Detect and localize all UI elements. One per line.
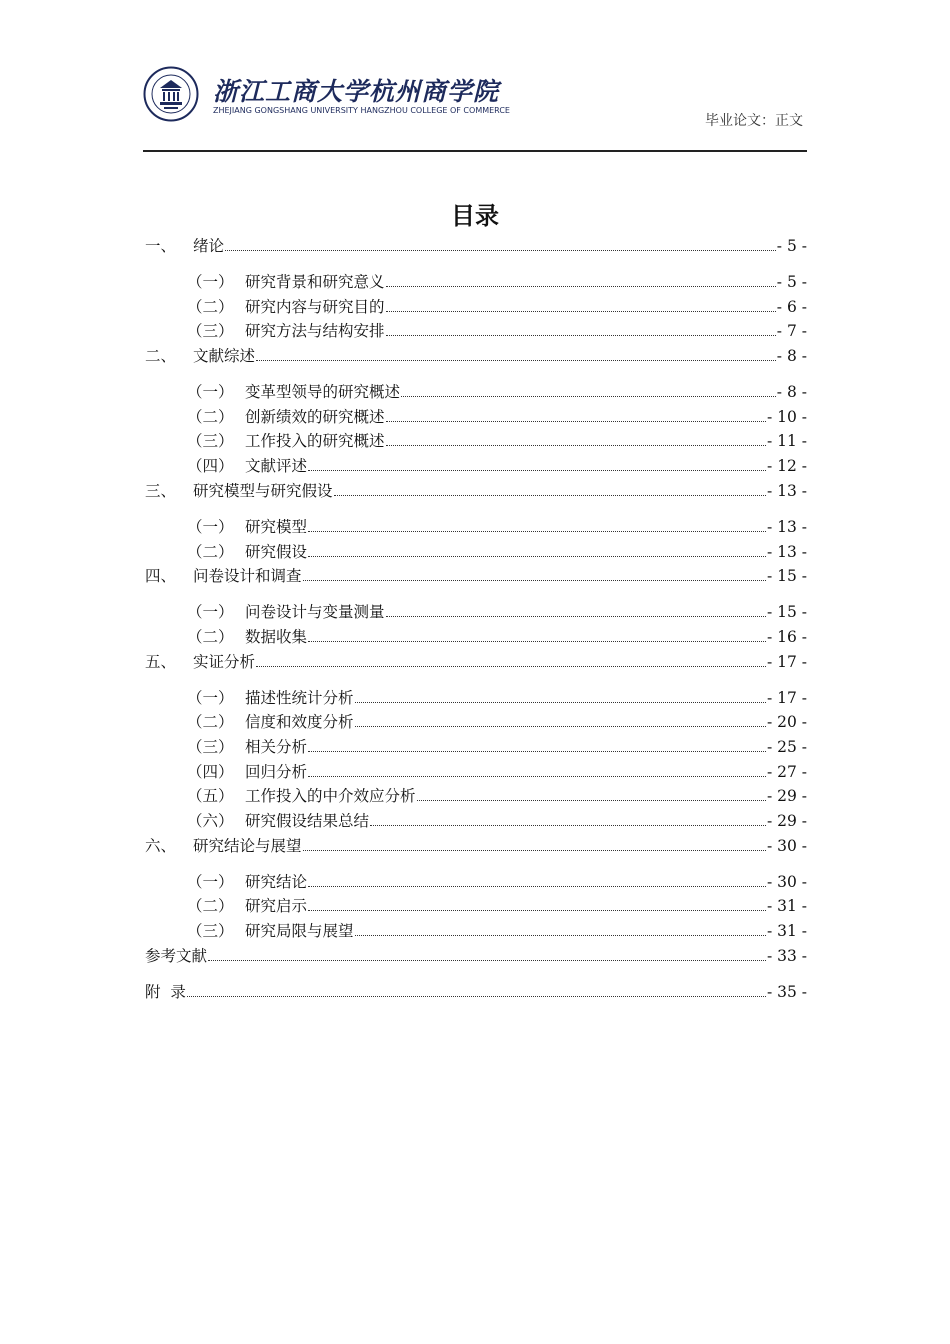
toc-entry[interactable] [145,650,807,675]
toc-leader-dots [386,616,766,617]
toc-subentry[interactable] [145,380,807,405]
toc-entry[interactable] [145,980,807,1005]
toc-leader-dots [308,531,766,532]
toc-leader-dots [386,286,776,287]
toc-page-number: - 31 - [766,897,807,916]
toc-page-number: - 27 - [766,762,807,781]
toc-subentry[interactable] [145,809,807,834]
toc-entry-title: 信度和效度分析 [245,713,354,732]
toc-subentry[interactable] [145,735,807,760]
toc-page-number: - 29 - [766,812,807,830]
toc-entry-number: 二、 [145,347,177,366]
toc-entry-title: 研究背景和研究意义 [245,273,385,291]
toc-subentry[interactable] [145,894,807,919]
toc-leader-dots [308,641,766,642]
toc-entry-number: （一） [187,383,234,402]
toc-entry-number: 四、 [145,567,177,586]
toc-leader-dots [303,580,766,581]
toc-entry-title: 研究假设结果总结 [245,812,370,830]
toc-subentry[interactable] [145,600,807,625]
toc-page-number: - 35 - [766,982,807,1001]
toc-entry[interactable] [145,944,807,969]
toc-entry-number: （一） [187,688,234,707]
toc-subentry[interactable] [145,870,807,895]
toc-leader-dots [355,935,766,936]
toc-page-number: - 15 - [766,603,807,622]
toc-page-number: - 30 - [766,836,807,855]
toc-entry-number: （三） [187,322,234,341]
toc-page-number: - 13 - [766,517,807,536]
toc-leader-dots [208,960,766,961]
toc-subentry[interactable] [145,515,807,540]
toc-subentry[interactable] [145,710,807,735]
toc-entry-number: （一） [187,273,234,291]
toc-entry-title: 实证分析 [193,652,256,671]
toc-entry-number: （二） [187,713,234,732]
toc-entry-title: 研究模型 [245,517,308,536]
toc-entry-number: （六） [187,812,234,830]
toc-entry[interactable] [145,344,807,369]
toc-leader-dots [386,421,766,422]
toc-leader-dots [308,470,766,471]
toc-entry-title: 研究假设 [245,542,308,561]
toc-subentry[interactable] [145,919,807,944]
toc-entry-title: 研究启示 [245,897,308,916]
toc-entry-number: （二） [187,627,234,646]
toc-leader-dots [386,445,766,446]
toc-page-number: - 20 - [766,713,807,732]
toc-page-number: - 8 - [776,347,807,366]
toc-page-number: - 29 - [766,787,807,806]
toc-page-number: - 17 - [766,688,807,707]
school-name-en: ZHEJIANG GONGSHANG UNIVERSITY HANGZHOU COLLEGE OF COMMERCE [213,106,510,115]
toc-entry-number: （三） [187,432,234,451]
toc-entry-title: 回归分析 [245,762,308,781]
toc-entry-title: 数据收集 [245,627,308,646]
toc-page-number: - 15 - [766,567,807,586]
toc-page-number: - 11 - [766,432,807,451]
toc-leader-dots [308,556,766,557]
toc-entry-number: （四） [187,457,234,476]
toc-entry-title: 研究方法与结构安排 [245,322,385,341]
school-name-cn: 浙江工商大学杭州商学院 [213,77,500,106]
toc-leader-dots [308,910,766,911]
toc-page-number: - 13 - [766,481,807,500]
toc-leader-dots [256,666,766,667]
toc-leader-dots [308,886,766,887]
toc-entry-title: 工作投入的研究概述 [245,432,385,451]
toc-page-number: - 8 - [776,383,807,402]
toc-entry-title: 相关分析 [245,737,308,756]
toc-subentry[interactable] [145,429,807,454]
toc-leader-dots [225,250,776,251]
toc-entry-title: 文献综述 [193,347,256,366]
toc-page-number: - 5 - [776,237,807,255]
toc-entry-number: （五） [187,787,234,806]
toc-entry-number: （二） [187,407,234,426]
toc-page-number: - 7 - [776,322,807,341]
toc-entry-number: （二） [187,897,234,916]
toc-subentry[interactable] [145,270,807,295]
toc-entry[interactable] [145,834,807,859]
toc-entry-title: 工作投入的中介效应分析 [245,787,416,806]
toc-subentry[interactable] [145,319,807,344]
toc-entry-title: 参考文献 [145,946,208,965]
toc-entry-title: 描述性统计分析 [245,688,354,707]
toc-subentry[interactable] [145,686,807,711]
toc-subentry[interactable] [145,295,807,320]
toc-subentry[interactable] [145,760,807,785]
table-of-contents [145,234,807,1005]
toc-leader-dots [308,776,766,777]
toc-subentry[interactable] [145,784,807,809]
toc-entry-number: （一） [187,872,234,891]
toc-page-number: - 25 - [766,737,807,756]
toc-entry-title: 研究内容与研究目的 [245,297,385,316]
toc-entry-title: 变革型领导的研究概述 [245,383,401,402]
toc-leader-dots [386,311,776,312]
toc-entry-title: 创新绩效的研究概述 [245,407,385,426]
toc-entry-title: 研究结论 [245,872,308,891]
toc-subentry[interactable] [145,405,807,430]
toc-entry-number: 一、 [145,237,177,255]
toc-leader-dots [355,702,766,703]
page-header [143,66,807,128]
toc-entry-number: （三） [187,922,234,941]
toc-entry-number: 五、 [145,652,177,671]
toc-entry-number: （四） [187,762,234,781]
toc-entry-title: 研究模型与研究假设 [193,481,333,500]
toc-leader-dots [187,996,766,997]
toc-subentry[interactable] [145,540,807,565]
toc-subentry[interactable] [145,454,807,479]
toc-page-number: - 6 - [776,297,807,316]
toc-entry-title: 文献评述 [245,457,308,476]
document-type-label: 毕业论文：正文 [705,113,803,129]
toc-entry-title: 研究局限与展望 [245,922,354,941]
toc-entry-number: （一） [187,517,234,536]
toc-page-number: - 12 - [766,457,807,476]
toc-entry-title: 附 录 [145,982,186,1001]
toc-entry-number: （一） [187,603,234,622]
toc-entry-number: 六、 [145,836,177,855]
toc-page-number: - 16 - [766,627,807,646]
toc-entry[interactable] [145,564,807,589]
toc-page-number: - 13 - [766,542,807,561]
toc-entry-number: （三） [187,737,234,756]
toc-leader-dots [417,800,766,801]
toc-page-number: - 33 - [766,946,807,965]
toc-leader-dots [303,850,766,851]
toc-page-number: - 10 - [766,407,807,426]
toc-leader-dots [370,825,766,826]
toc-page-number: - 5 - [776,273,807,291]
toc-entry[interactable] [145,479,807,504]
toc-leader-dots [308,751,766,752]
toc-page-number: - 30 - [766,872,807,891]
toc-entry-title: 绪论 [193,237,225,255]
toc-title: 目录 [451,202,499,230]
toc-entry-number: （二） [187,542,234,561]
toc-entry-number: 三、 [145,481,177,500]
toc-leader-dots [256,360,776,361]
toc-page-number: - 17 - [766,652,807,671]
toc-subentry[interactable] [145,625,807,650]
toc-leader-dots [386,335,776,336]
toc-leader-dots [401,396,776,397]
toc-entry-title: 问卷设计与变量测量 [245,603,385,622]
toc-entry-number: （二） [187,297,234,316]
toc-leader-dots [334,495,766,496]
university-seal-icon [143,66,199,122]
toc-leader-dots [355,726,766,727]
toc-entry-title: 研究结论与展望 [193,836,302,855]
toc-entry-title: 问卷设计和调查 [193,567,302,586]
toc-entry[interactable] [145,234,807,259]
toc-page-number: - 31 - [766,922,807,941]
header-divider [143,150,807,152]
